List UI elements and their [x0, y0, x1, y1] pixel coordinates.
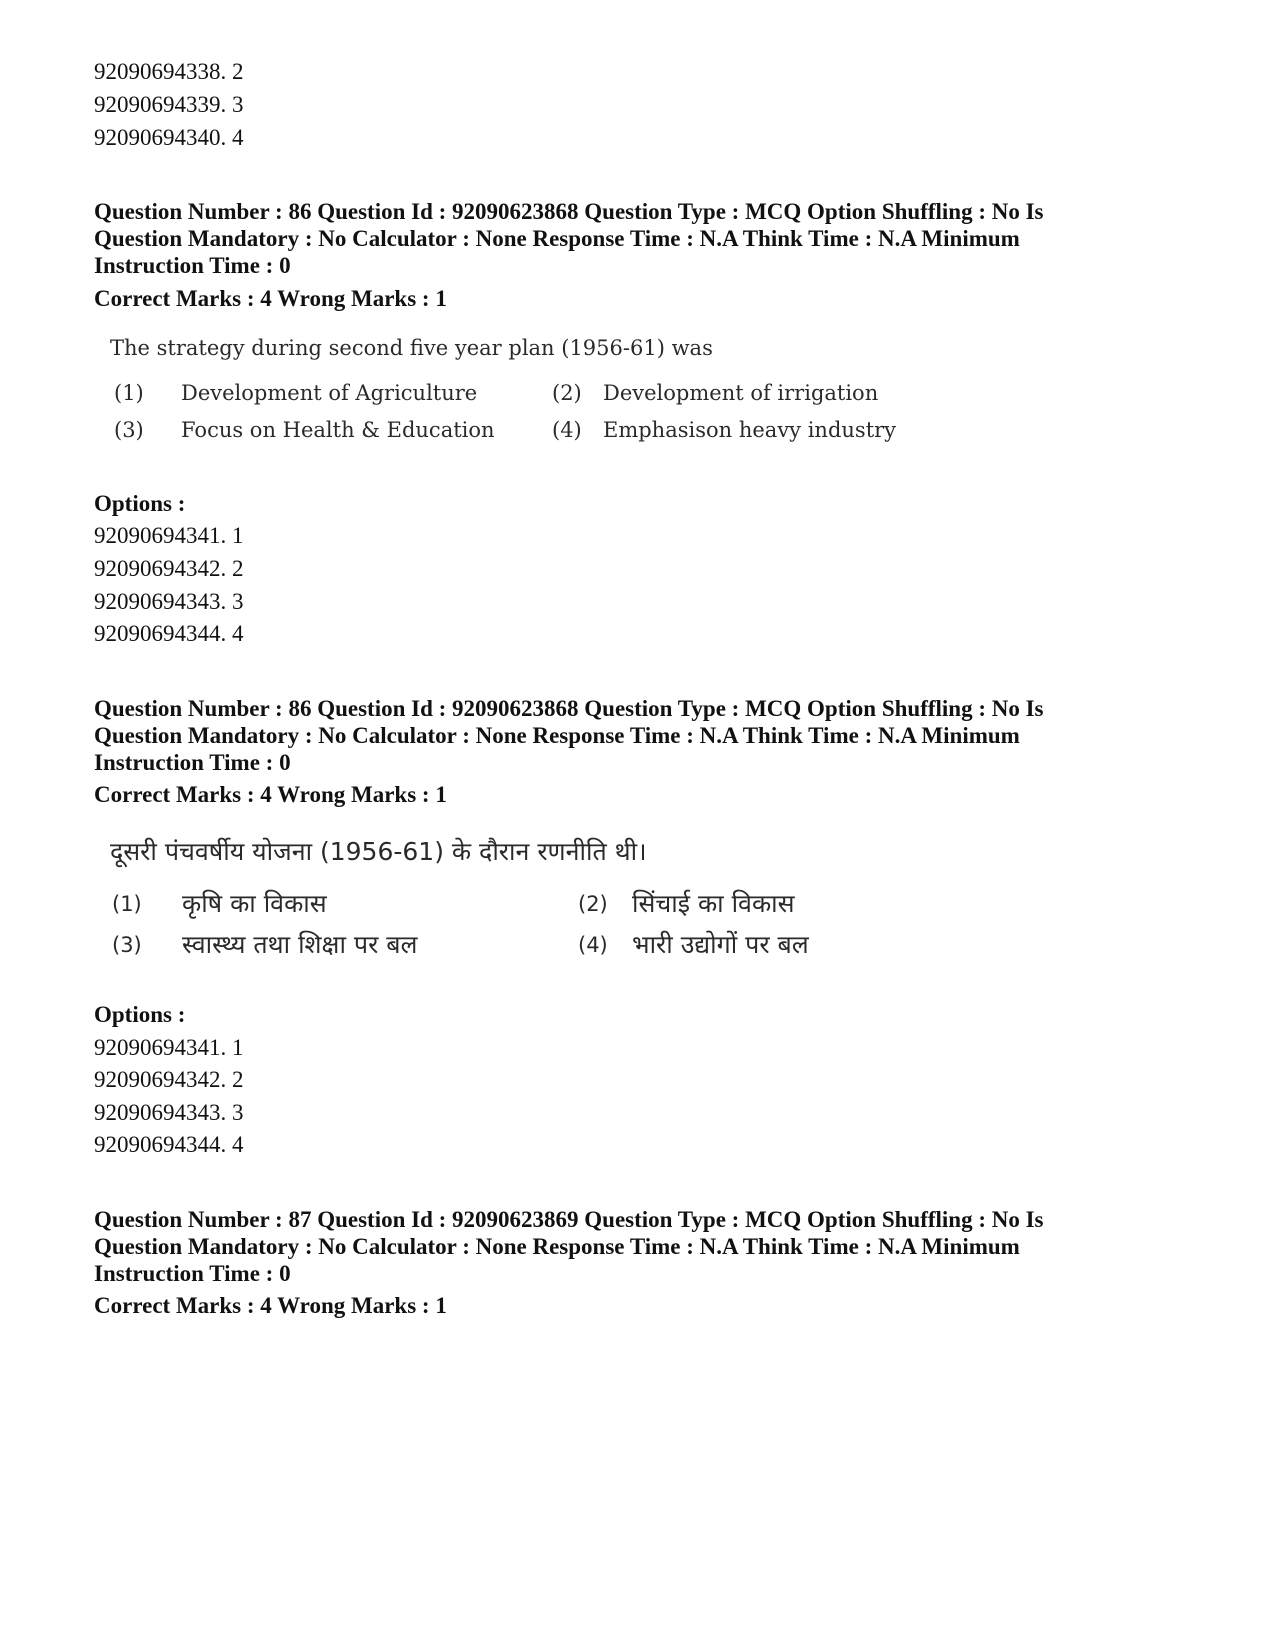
option-line: 92090694341. 1	[94, 523, 244, 548]
choice-text: Emphasison heavy industry	[603, 418, 897, 442]
question-image-english	[110, 336, 930, 456]
question-image-hindi	[110, 834, 870, 964]
options-label: Options :	[94, 491, 186, 516]
choice-number: (1)	[112, 892, 142, 916]
option-line: 92090694344. 4	[94, 621, 244, 646]
question-meta: Question Number : 86 Question Id : 92090623868 Question Type : MCQ Option Shuffling : No Is Question Mandatory : No Calculator : None Response Time : N.A Think Time : N.A Minimum Instruction Time : 0	[94, 696, 1044, 775]
choice-number: (4)	[552, 418, 582, 442]
option-line: 92090694342. 2	[94, 556, 244, 581]
marks-line: Correct Marks : 4 Wrong Marks : 1	[94, 286, 447, 311]
choice-number: (2)	[578, 892, 608, 916]
option-line: 92090694343. 3	[94, 589, 244, 614]
choice-text: Focus on Health & Education	[181, 418, 495, 442]
choice-text: Development of irrigation	[603, 381, 879, 405]
choice-number: (4)	[578, 933, 608, 957]
choice-text: कृषि का विकास	[182, 889, 327, 918]
marks-line: Correct Marks : 4 Wrong Marks : 1	[94, 782, 447, 807]
option-line: 92090694338. 2	[94, 59, 244, 84]
choice-number: (3)	[112, 933, 142, 957]
option-line: 92090694341. 1	[94, 1035, 244, 1060]
option-line: 92090694339. 3	[94, 92, 244, 117]
choice-number: (3)	[114, 418, 144, 442]
question-text: दूसरी पंचवर्षीय योजना (1956-61) के दौरान रणनीति थी।	[110, 837, 647, 866]
option-line: 92090694343. 3	[94, 1100, 244, 1125]
choice-text: सिंचाई का विकास	[632, 889, 795, 918]
question-text: The strategy during second five year plan (1956-61) was	[110, 336, 713, 360]
marks-line: Correct Marks : 4 Wrong Marks : 1	[94, 1293, 447, 1318]
choice-text: भारी उद्योगों पर बल	[632, 930, 809, 959]
choice-text: स्वास्थ्य तथा शिक्षा पर बल	[182, 930, 418, 959]
choice-text: Development of Agriculture	[181, 381, 478, 405]
options-label: Options :	[94, 1002, 186, 1027]
option-line: 92090694342. 2	[94, 1067, 244, 1092]
question-meta: Question Number : 86 Question Id : 92090623868 Question Type : MCQ Option Shuffling : No Is Question Mandatory : No Calculator : None Response Time : N.A Think Time : N.A Minimum Instruction Time : 0	[94, 199, 1044, 278]
choice-number: (1)	[114, 381, 144, 405]
choice-number: (2)	[552, 381, 582, 405]
option-line: 92090694344. 4	[94, 1132, 244, 1157]
question-meta: Question Number : 87 Question Id : 92090623869 Question Type : MCQ Option Shuffling : No Is Question Mandatory : No Calculator : None Response Time : N.A Think Time : N.A Minimum Instruction Time : 0	[94, 1207, 1044, 1286]
option-line: 92090694340. 4	[94, 125, 244, 150]
